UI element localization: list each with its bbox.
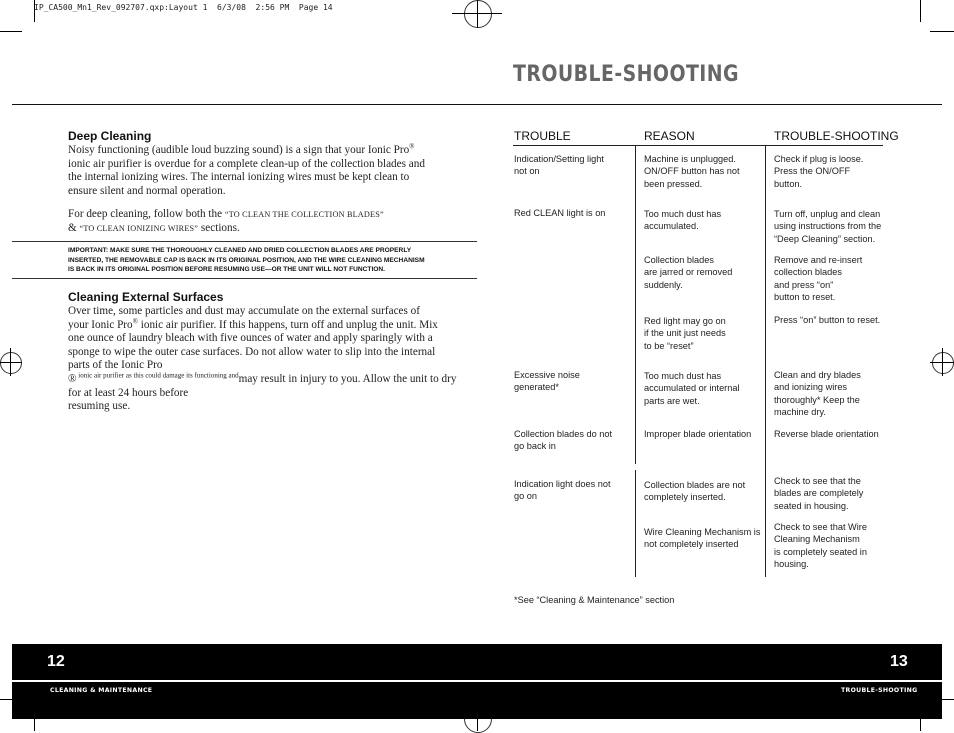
registration-mark-icon [477, 0, 478, 28]
table-header-trouble: TROUBLE [514, 129, 571, 143]
external-surfaces-paragraph: Over time, some particles and dust may accumulate on the external surfaces of your Ionic Pro® ionic air purifier. If this happens, turn off and unplug the unit. Mix one ounce of laundry bleach with five ounces of water and apply sparingly with a sponge to wipe the outer case surfaces. Do not allow water to slip into the internal parts of the Ionic Pro ® $^{ionic air purifier as this could damage its functioning and}$may result in injury to you. Allow the unit to dry for at least 24 hours before resuming use. [68, 305, 457, 413]
crop-mark [0, 31, 22, 32]
external-surfaces-heading: Cleaning External Surfaces [68, 290, 224, 304]
registration-mark-icon [0, 352, 22, 374]
reason-cell: Improper blade orientation [644, 429, 752, 439]
reason-cell: Wire Cleaning Mechanism is not completely inserted [644, 527, 761, 550]
registration-mark-icon [0, 362, 22, 363]
troubleshooting-cell: Turn off, unplug and clean using instructions from the “Deep Cleaning” section. [774, 209, 882, 244]
reason-cell: Machine is unplugged. ON/OFF button has not been pressed. [644, 154, 740, 189]
header-rule [12, 104, 942, 105]
deep-cleaning-paragraph: Noisy functioning (audible loud buzzing sound) is a sign that your Ionic Pro® ionic air purifier is overdue for a complete clean-up of the collection blades and the internal ionizing wires. The internal ionizing wires must be kept clean to ensure silent and normal operation. [68, 142, 425, 197]
registration-mark-icon [942, 348, 943, 376]
registration-mark-icon [932, 352, 954, 374]
left-page-number: 12 [47, 653, 65, 670]
troubleshooting-cell: Press “on” button to reset. [774, 315, 881, 325]
troubleshooting-cell: Check to see that Wire Cleaning Mechanism is completely seated in housing. [774, 522, 867, 570]
reason-cell: Collection blades are jarred or removed suddenly. [644, 255, 733, 290]
footer-bar [12, 644, 942, 680]
deep-cleaning-heading: Deep Cleaning [68, 129, 152, 143]
table-header-rule [513, 145, 883, 146]
troubleshooting-cell: Check if plug is loose. Press the ON/OFF button. [774, 154, 864, 189]
table-column-divider [635, 146, 636, 464]
right-section-label: TROUBLE-SHOOTING [841, 687, 918, 694]
reason-cell: Too much dust has accumulated or internal parts are wet. [644, 371, 740, 406]
important-rule-bottom [12, 278, 477, 279]
troubleshooting-cell: Check to see that the blades are completely seated in housing. [774, 476, 864, 511]
deep-cleaning-instructions: For deep cleaning, follow both the “TO CLEAN THE COLLECTION BLADES” & “TO CLEAN IONIZING WIRES” sections. [68, 208, 384, 234]
table-header-reason: REASON [644, 129, 695, 143]
page-title: TROUBLE-SHOOTING [513, 62, 740, 87]
table-header-troubleshooting: TROUBLE-SHOOTING [774, 129, 899, 143]
reason-cell: Red light may go on if the unit just needs to be “reset” [644, 316, 726, 351]
trouble-cell: Indication light does not go on [514, 479, 611, 502]
troubleshooting-cell: Clean and dry blades and ionizing wires thoroughly* Keep the machine dry. [774, 370, 861, 418]
troubleshooting-cell: Remove and re-insert collection blades and press “on” button to reset. [774, 255, 863, 303]
trouble-cell: Indication/Setting light not on [514, 154, 604, 177]
important-rule-top [12, 241, 477, 242]
crop-mark [930, 31, 954, 32]
trouble-cell: Collection blades do not go back in [514, 429, 613, 452]
table-column-divider [635, 470, 636, 577]
important-notice: IMPORTANT: MAKE SURE THE THOROUGHLY CLEANED AND DRIED COLLECTION BLADES ARE PROPERLY INSERTED, THE REMOVABLE CAP IS BACK IN ITS ORIGINAL POSITION, AND THE WIRE CLEANING MECHANISM IS BACK IN ITS ORIGINAL POSITION BEFORE RESUMING USE—OR THE UNIT WILL NOT FUNCTION. [68, 247, 425, 274]
troubleshooting-cell: Reverse blade orientation [774, 429, 879, 439]
table-column-divider [765, 146, 766, 577]
table-footnote: *See “Cleaning & Maintenance” section [514, 595, 675, 605]
trouble-cell: Red CLEAN light is on [514, 208, 606, 218]
left-section-label: CLEANING & MAINTENANCE [50, 687, 153, 694]
trouble-cell: Excessive noise generated* [514, 370, 580, 393]
registration-mark-icon [464, 0, 492, 28]
reason-cell: Collection blades are not completely inserted. [644, 480, 746, 503]
crop-mark [920, 0, 921, 22]
reason-cell: Too much dust has accumulated. [644, 209, 722, 232]
right-page-number: 13 [890, 653, 908, 670]
registration-mark-icon [10, 348, 11, 376]
file-slug: IP_CA500_Mn1_Rev_092707.qxp:Layout 1 6/3/08 2:56 PM Page 14 [34, 3, 333, 12]
